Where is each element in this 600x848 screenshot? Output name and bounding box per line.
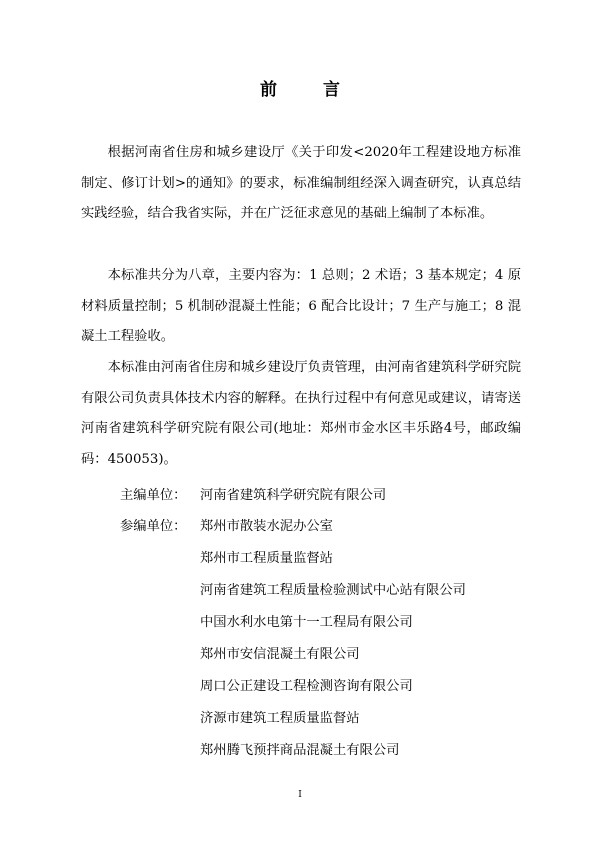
participant-name: 周口公正建设工程检测咨询有限公司 — [200, 679, 413, 694]
page-number: I — [298, 790, 302, 800]
participant-name: 郑州腾飞预拌商品混凝土有限公司 — [200, 743, 400, 758]
participant-name: 河南省建筑工程质量检验测试中心站有限公司 — [200, 583, 466, 598]
participant-name: 济源市建筑工程质量监督站 — [200, 711, 360, 726]
chief-editor-label: 主编单位： — [120, 488, 187, 503]
chief-editor-name: 河南省建筑科学研究院有限公司 — [200, 488, 387, 503]
participant-name: 中国水利水电第十一工程局有限公司 — [200, 615, 413, 630]
participants-label: 参编单位： — [120, 519, 187, 534]
participant-name: 郑州市工程质量监督站 — [200, 551, 333, 566]
preface-paragraph-1: 根据河南省住房和城乡建设厅《关于印发<2020年工程建设地方标准制定、修订计划>的通知》的要求，标准编制组经深入调查研究，认真总结实践经验，结合我省实际，并在广泛征求意见的基础上编制了本标准。 — [81, 145, 521, 221]
page-title: 前 言 — [260, 80, 360, 100]
participant-name: 郑州市安信混凝土有限公司 — [200, 647, 360, 662]
preface-paragraph-3: 本标准由河南省住房和城乡建设厅负责管理，由河南省建筑科学研究院有限公司负责具体技术内容的解释。在执行过程中有何意见或建议，请寄送河南省建筑科学研究院有限公司(地址：郑州市金水区丰乐路4号，邮政编码：450053)。 — [81, 360, 521, 467]
participant-name: 郑州市散装水泥办公室 — [200, 519, 333, 534]
preface-paragraph-2: 本标准共分为八章，主要内容为：1 总则；2 术语；3 基本规定；4 原材料质量控制；5 机制砂混凝土性能；6 配合比设计；7 生产与施工；8 混凝土工程验收。 — [81, 268, 521, 344]
